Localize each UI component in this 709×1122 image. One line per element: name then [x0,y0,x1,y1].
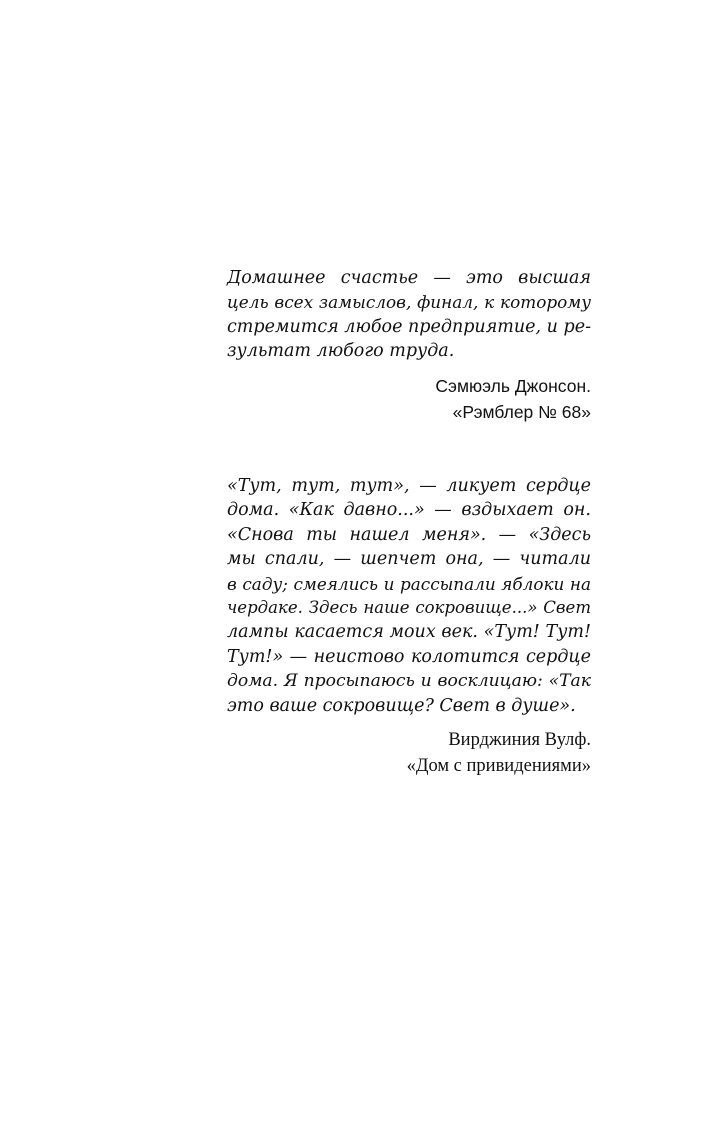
epigraph-author: Сэмюэль Джонсон. [435,375,591,396]
quote-line: зультат любого труда. [227,341,455,362]
quote-line: стремится любое предприятие, и ре- [227,316,591,337]
epigraph-attribution [227,727,591,779]
quote-line: Тут!» — неистово колотится сердце [227,646,591,667]
quote-line: это ваше сокровище? Свет в душе». [227,695,576,716]
quote-line: «Тут, тут, тут», — ликует сердце [227,476,591,496]
quote-line: чердаке. Здесь наше сокровище...» Свет [227,598,591,618]
quote-line: в саду; смеялись и рассыпали яблоки на [227,573,591,594]
epigraph-johnson [227,266,591,425]
quote-line: дома. «Как давно...» — вздыхает он. [227,500,591,521]
epigraph-author: Вирджиния Вулф. [448,730,591,751]
epigraph-attribution [227,373,591,425]
epigraph-source: «Дом с привидениями» [406,756,591,777]
quote-line: Домашнее счастье — это высшая [227,268,591,288]
epigraph-source: «Рэмблер № 68» [452,401,591,422]
quote-line: мы спали, — шепчет она, — читали [227,549,591,570]
quote-line: лампы касается моих век. «Тут! Тут! [227,622,591,643]
epigraph-quote [227,266,591,364]
quote-line: «Снова ты нашел меня». — «Здесь [227,524,591,545]
epigraph-woolf [227,474,591,779]
epigraph-quote [227,474,591,718]
quote-line: дома. Я просыпаюсь и восклицаю: «Так [227,671,591,692]
quote-line: цель всех замыслов, финал, к которому [227,292,591,313]
